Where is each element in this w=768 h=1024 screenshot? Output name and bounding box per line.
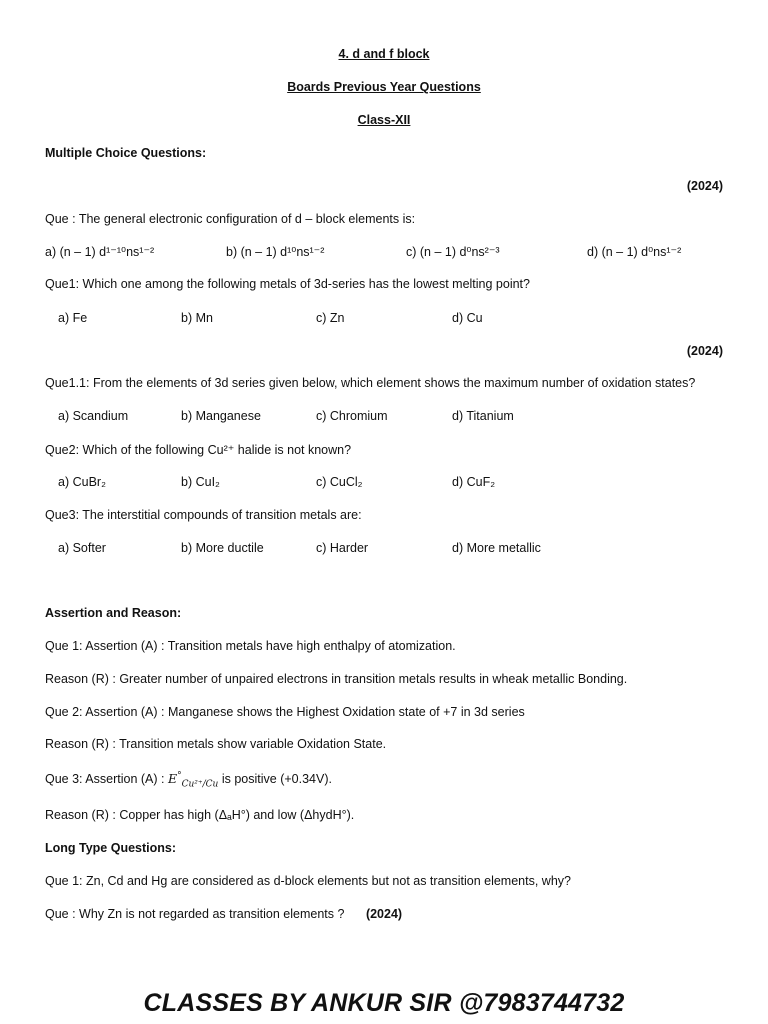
year-tag: (2024) bbox=[686, 179, 723, 193]
option-d: d) More metallic bbox=[452, 541, 541, 555]
question-text: Que1: Which one among the following metals of 3d-series has the lowest melting point? bbox=[45, 277, 530, 291]
option-d: d) CuF₂ bbox=[452, 475, 496, 489]
long-questions-heading: Long Type Questions: bbox=[45, 841, 177, 855]
option-a: a) CuBr₂ bbox=[58, 475, 106, 489]
class-label: Class-XII bbox=[357, 113, 411, 127]
option-b: b) More ductile bbox=[181, 541, 264, 555]
option-d: d) Titanium bbox=[452, 409, 514, 423]
assertion-line: Que 2: Assertion (A) : Manganese shows the Highest Oxidation state of +7 in 3d series bbox=[45, 705, 525, 719]
long-question: Que 1: Zn, Cd and Hg are considered as d-block elements but not as transition elements, why? bbox=[45, 874, 571, 888]
option-b: b) Mn bbox=[181, 311, 213, 325]
option-c: c) Zn bbox=[316, 311, 345, 325]
mcq-heading: Multiple Choice Questions: bbox=[45, 146, 207, 160]
assertion-line bbox=[45, 770, 332, 790]
assertion-prefix: Que 3: Assertion (A) : bbox=[45, 772, 168, 786]
option-a: a) (n – 1) d¹⁻¹⁰ns¹⁻² bbox=[45, 245, 155, 259]
option-a: a) Scandium bbox=[58, 409, 129, 423]
page-subtitle: Boards Previous Year Questions bbox=[287, 80, 481, 94]
reason-line: Reason (R) : Greater number of unpaired electrons in transition metals results in wheak metallic Bonding. bbox=[45, 672, 628, 686]
year-tag: (2024) bbox=[365, 907, 403, 921]
option-b: b) Manganese bbox=[181, 409, 261, 423]
footer-brand: CLASSES BY ANKUR SIR @7983744732 bbox=[143, 989, 625, 1017]
option-a: a) Fe bbox=[58, 311, 88, 325]
option-b: b) (n – 1) d¹⁰ns¹⁻² bbox=[226, 245, 325, 259]
option-b: b) CuI₂ bbox=[181, 475, 220, 489]
option-c: c) CuCl₂ bbox=[316, 475, 363, 489]
year-tag: (2024) bbox=[686, 344, 723, 358]
option-c: c) Harder bbox=[316, 541, 369, 555]
electrode-potential-symbol: $E^\circ_{Cu^{2+}/Cu}$ bbox=[167, 770, 219, 790]
option-a: a) Softer bbox=[58, 541, 106, 555]
question-text: Que2: Which of the following Cu²⁺ halide is not known? bbox=[45, 443, 352, 457]
option-d: d) Cu bbox=[452, 311, 483, 325]
long-question bbox=[45, 907, 402, 921]
assertion-suffix: is positive (+0.34V). bbox=[218, 772, 332, 786]
assertion-heading: Assertion and Reason: bbox=[45, 606, 182, 620]
question-text: Que1.1: From the elements of 3d series given below, which element shows the maximum number of oxidation states? bbox=[45, 376, 696, 390]
option-c: c) (n – 1) d⁰ns²⁻³ bbox=[406, 245, 500, 259]
option-c: c) Chromium bbox=[316, 409, 388, 423]
question-text: Que : The general electronic configuration of d – block elements is: bbox=[45, 212, 416, 226]
long-question-text: Que : Why Zn is not regarded as transition elements ? bbox=[45, 907, 345, 921]
question-text: Que3: The interstitial compounds of transition metals are: bbox=[45, 508, 362, 522]
chapter-title: 4. d and f block bbox=[338, 47, 430, 61]
reason-line: Reason (R) : Transition metals show variable Oxidation State. bbox=[45, 737, 387, 751]
option-d: d) (n – 1) d⁰ns¹⁻² bbox=[587, 245, 682, 259]
reason-line: Reason (R) : Copper has high (ΔₐH°) and low (ΔhydH°). bbox=[45, 808, 355, 822]
assertion-line: Que 1: Assertion (A) : Transition metals have high enthalpy of atomization. bbox=[45, 639, 456, 653]
